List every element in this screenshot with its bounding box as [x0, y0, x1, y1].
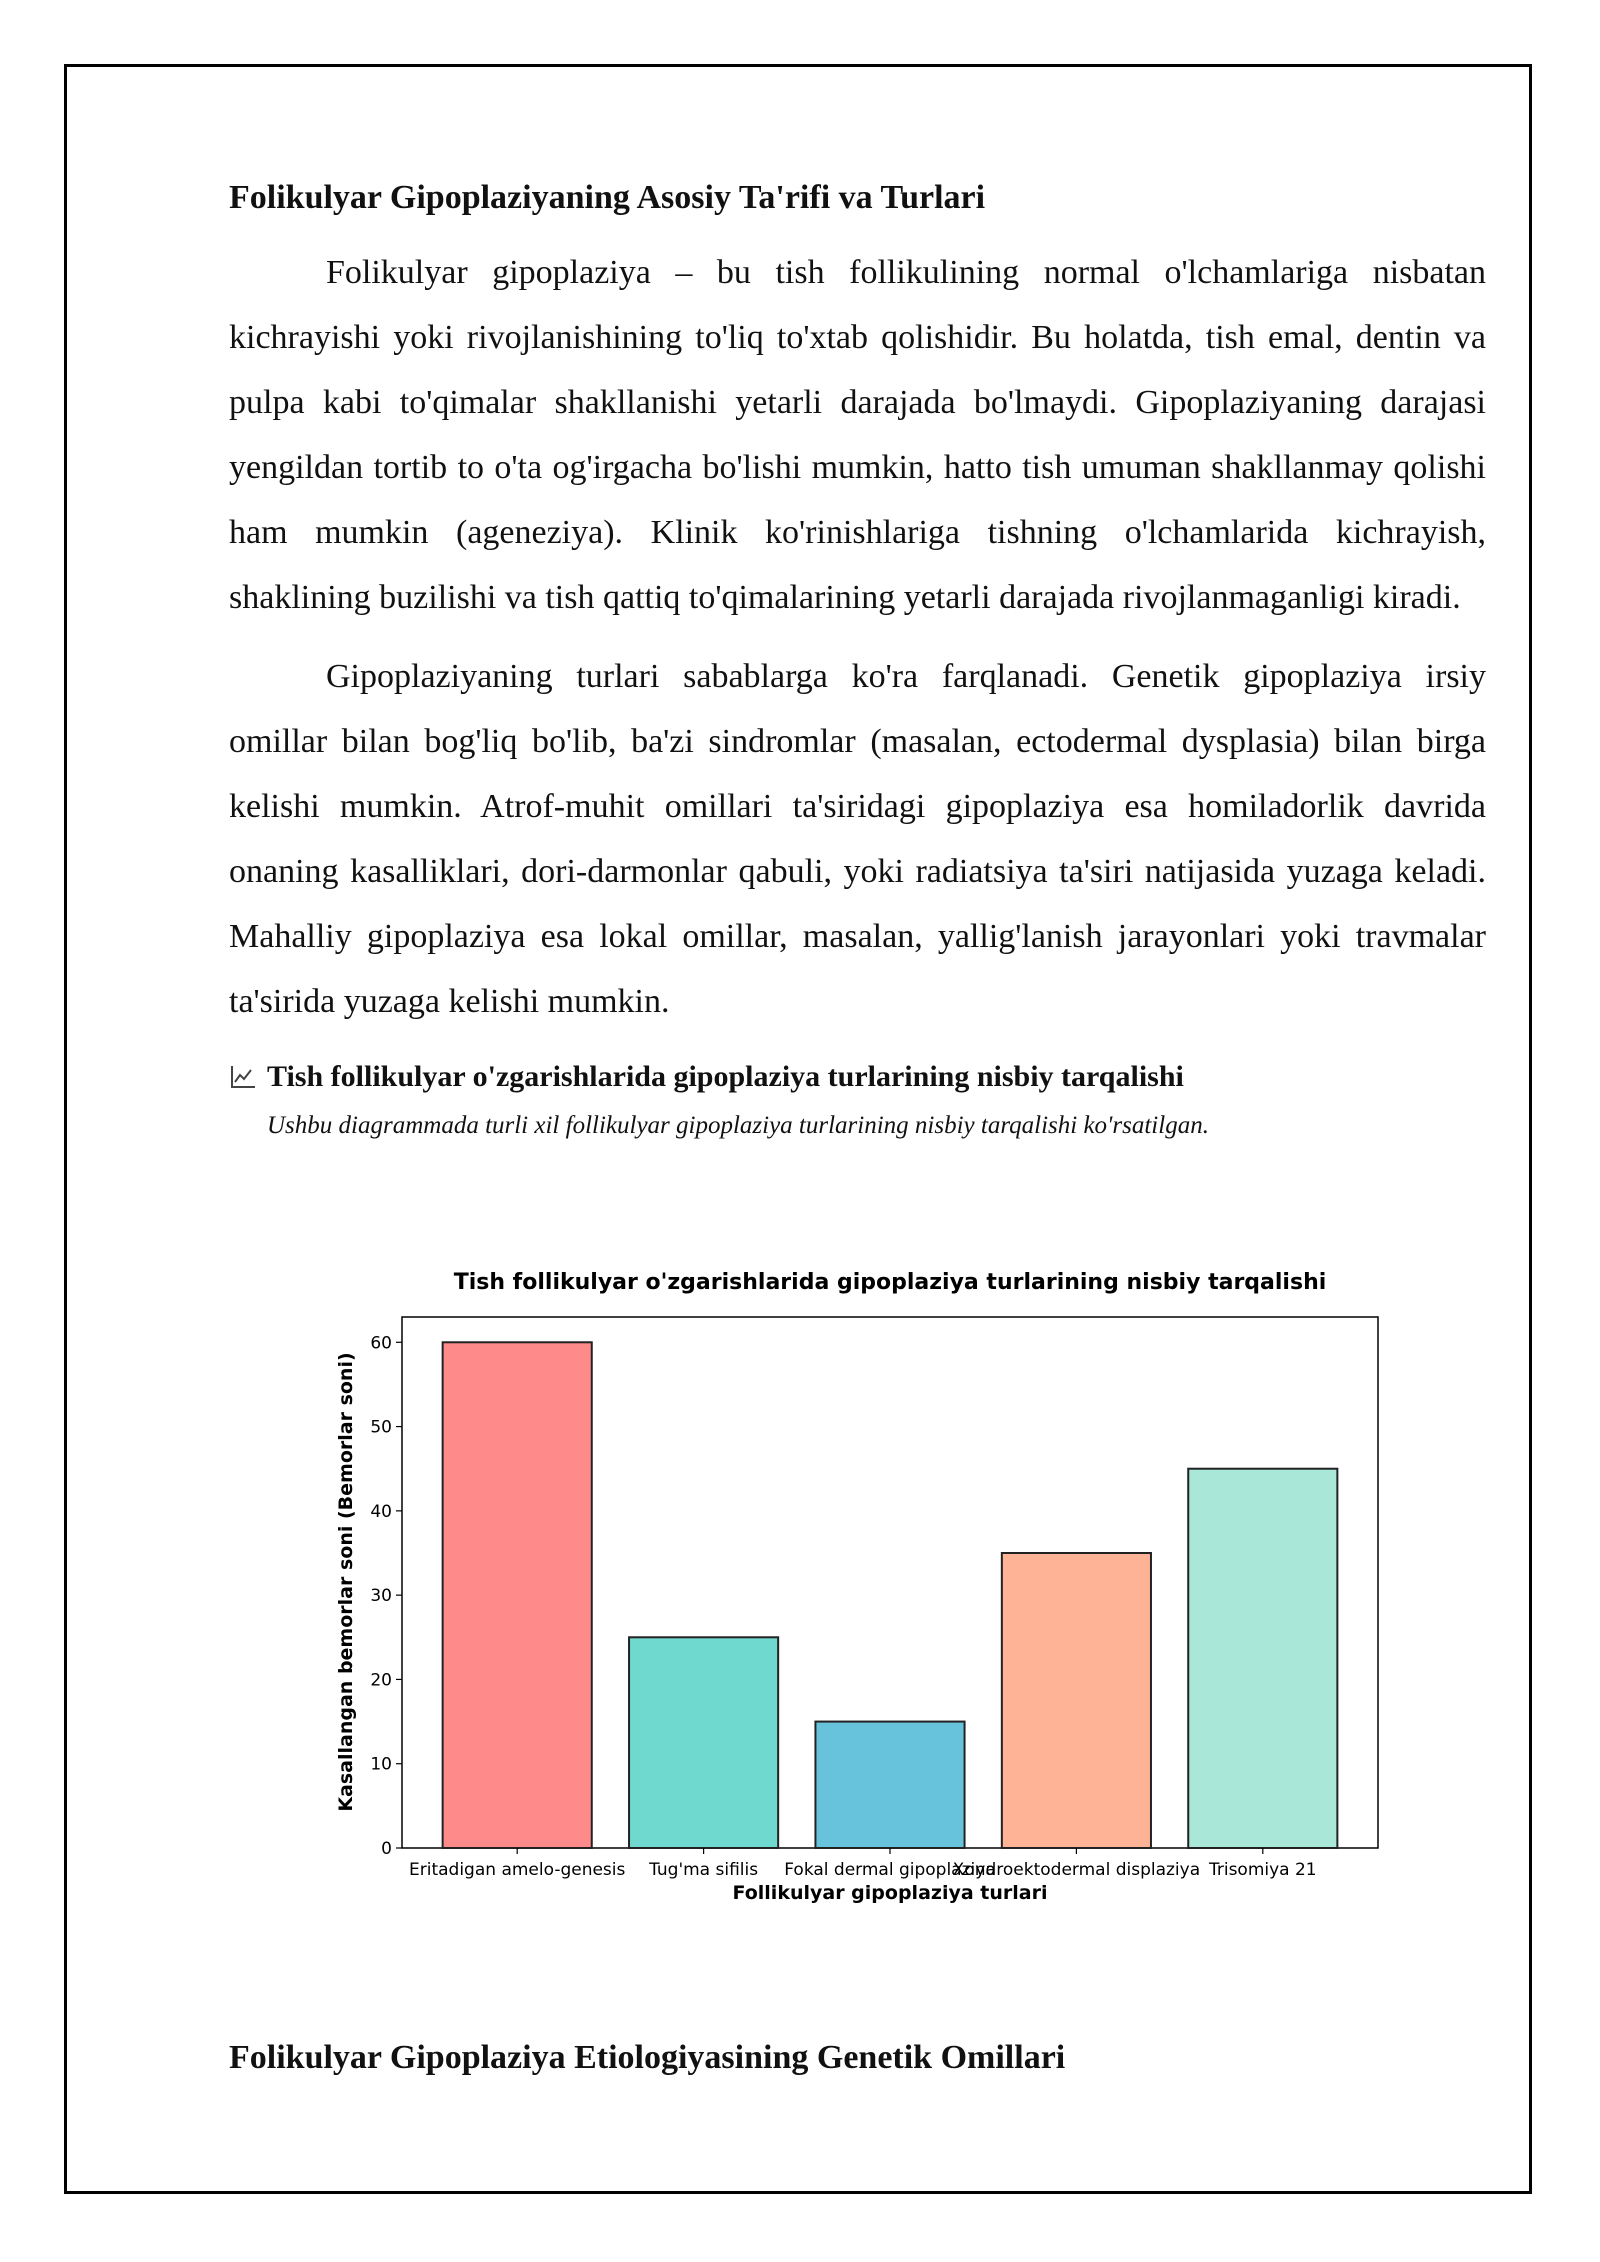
y-tick-label: 30 [370, 1586, 392, 1607]
x-tick-label: Trisomiya 21 [1208, 1860, 1317, 1880]
document-section [229, 2030, 1486, 2086]
x-tick-label: Eritadigan amelo-genesis [409, 1860, 626, 1880]
body-paragraph: Gipoplaziyaning turlari sabablarga ko'ra farqlanadi. Genetik gipoplaziya irsiy omillar bilan bog'liq bo'lib, ba'zi sindromlar (masalan, ectodermal dysplasia) bilan birga kelishi mumkin. Atrof-muhit omillari ta'siridagi gipoplaziya esa homiladorlik davrida onaning kasalliklari, dori-darmonlar qabuli, yoki radiatsiya ta'siri natijasida yuzaga keladi. Mahalliy gipoplaziya esa lokal omillar, masalan, yallig'lanish jarayonlari yoki travmalar ta'sirida yuzaga kelishi mumkin. [229, 658, 1486, 1020]
document-body [229, 170, 1486, 1146]
y-tick-label: 50 [370, 1417, 392, 1438]
y-tick-label: 0 [381, 1839, 392, 1859]
x-axis-label: Follikulyar gipoplaziya turlari [732, 1882, 1048, 1904]
body-paragraph: Folikulyar gipoplaziya – bu tish follikulining normal o'lchamlariga nisbatan kichrayishi yoki rivojlanishining to'liq to'xtab qolishidir. Bu holatda, tish emal, dentin va pulpa kabi to'qimalar shakllanishi yetarli darajada bo'lmaydi. Gipoplaziyaning darajasi yengildan tortib to o'ta og'irgacha bo'lishi mumkin, hatto tish umuman shakllanmay qolishi ham mumkin (ageneziya). Klinik ko'rinishlariga tishning o'lchamlarida kichrayish, shaklining buzilishi va tish qattiq to'qimalarining yetarli darajada rivojlanmaganligi kiradi. [229, 254, 1486, 616]
chart-title: Tish follikulyar o'zgarishlarida gipoplaziya turlarining nisbiy tarqalishi [453, 1270, 1327, 1295]
bar [815, 1722, 964, 1848]
bar-chart-svg [229, 1255, 1429, 1915]
bar [443, 1342, 592, 1848]
x-tick-label: Xondroektodermal displaziya [952, 1860, 1201, 1880]
x-axis [409, 1848, 1317, 1880]
y-tick-label: 40 [370, 1501, 392, 1522]
bars [443, 1342, 1338, 1848]
y-tick-label: 20 [370, 1670, 392, 1691]
y-axis-label: Kasallangan bemorlar soni (Bemorlar soni) [335, 1352, 357, 1812]
figure-caption [229, 1054, 1486, 1146]
chart-line-icon [229, 1064, 257, 1090]
section-heading: Folikulyar Gipoplaziyaning Asosiy Ta'rifi va Turlari [229, 179, 986, 216]
bar [1002, 1553, 1151, 1848]
figure-title: Tish follikulyar o'zgarishlarida gipoplaziya turlarining nisbiy tarqalishi [267, 1060, 1184, 1093]
bar [629, 1637, 778, 1848]
bar-chart [229, 1255, 1429, 1915]
figure-description: Ushbu diagrammada turli xil follikulyar gipoplaziya turlarining nisbiy tarqalishi ko'rsatilgan. [267, 1112, 1209, 1139]
x-tick-label: Tug'ma sifilis [649, 1860, 759, 1880]
y-tick-label: 60 [370, 1333, 392, 1354]
figure-title-row [229, 1054, 1486, 1100]
section-heading: Folikulyar Gipoplaziya Etiologiyasining Genetik Omillari [229, 2039, 1066, 2076]
y-axis [370, 1333, 402, 1859]
y-tick-label: 10 [370, 1754, 392, 1775]
bar [1188, 1469, 1337, 1848]
x-tick-label: Fokal dermal gipoplaziya [784, 1860, 996, 1880]
